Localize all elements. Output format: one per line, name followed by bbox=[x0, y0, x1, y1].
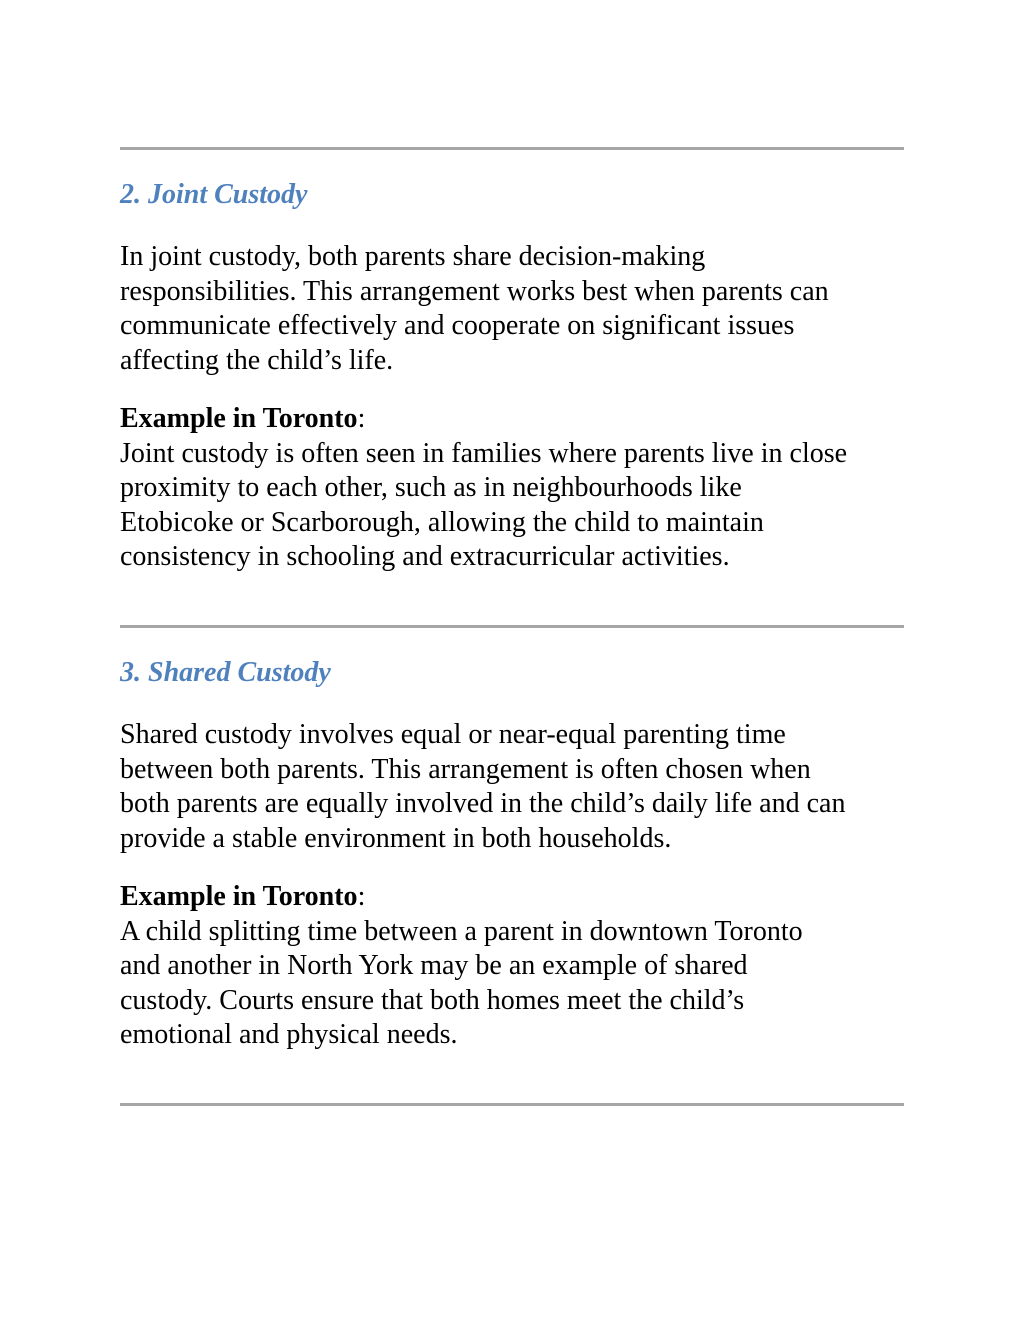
text-line: Joint custody is often seen in families where parents live in close bbox=[120, 437, 848, 469]
text-line: custody. Courts ensure that both homes meet the child’s bbox=[120, 984, 745, 1016]
example-heading-line bbox=[120, 402, 847, 437]
shared-custody-description bbox=[120, 718, 845, 856]
shared-custody-example bbox=[120, 880, 803, 1053]
example-colon: : bbox=[357, 403, 366, 434]
example-label: Example in Toronto bbox=[120, 881, 358, 912]
text-line: both parents are equally involved in the child’s daily life and can bbox=[120, 788, 846, 820]
text-line: proximity to each other, such as in neighbourhoods like bbox=[120, 472, 742, 504]
section-heading-shared-custody: 3. Shared Custody bbox=[120, 657, 331, 688]
text-line: affecting the child’s life. bbox=[120, 344, 394, 376]
joint-custody-example bbox=[120, 402, 847, 575]
text-line: emotional and physical needs. bbox=[120, 1019, 458, 1051]
text-line: responsibilities. This arrangement works best when parents can bbox=[120, 275, 829, 307]
horizontal-rule-top bbox=[120, 147, 904, 150]
horizontal-rule-middle bbox=[120, 625, 904, 628]
horizontal-rule-bottom bbox=[120, 1103, 904, 1106]
text-line: consistency in schooling and extracurricular activities. bbox=[120, 541, 730, 573]
joint-custody-description bbox=[120, 240, 829, 378]
section-heading-joint-custody: 2. Joint Custody bbox=[120, 179, 308, 210]
text-line: Shared custody involves equal or near-equal parenting time bbox=[120, 719, 786, 750]
example-heading-line bbox=[120, 880, 803, 915]
text-line: Etobicoke or Scarborough, allowing the child to maintain bbox=[120, 506, 764, 538]
text-line: communicate effectively and cooperate on significant issues bbox=[120, 310, 795, 342]
text-line: provide a stable environment in both households. bbox=[120, 822, 672, 854]
example-label: Example in Toronto bbox=[120, 403, 358, 434]
text-line: and another in North York may be an example of shared bbox=[120, 950, 748, 982]
text-line: between both parents. This arrangement is often chosen when bbox=[120, 753, 811, 785]
example-colon: : bbox=[357, 881, 366, 912]
text-line: A child splitting time between a parent in downtown Toronto bbox=[120, 915, 803, 947]
text-line: In joint custody, both parents share decision-making bbox=[120, 241, 706, 272]
